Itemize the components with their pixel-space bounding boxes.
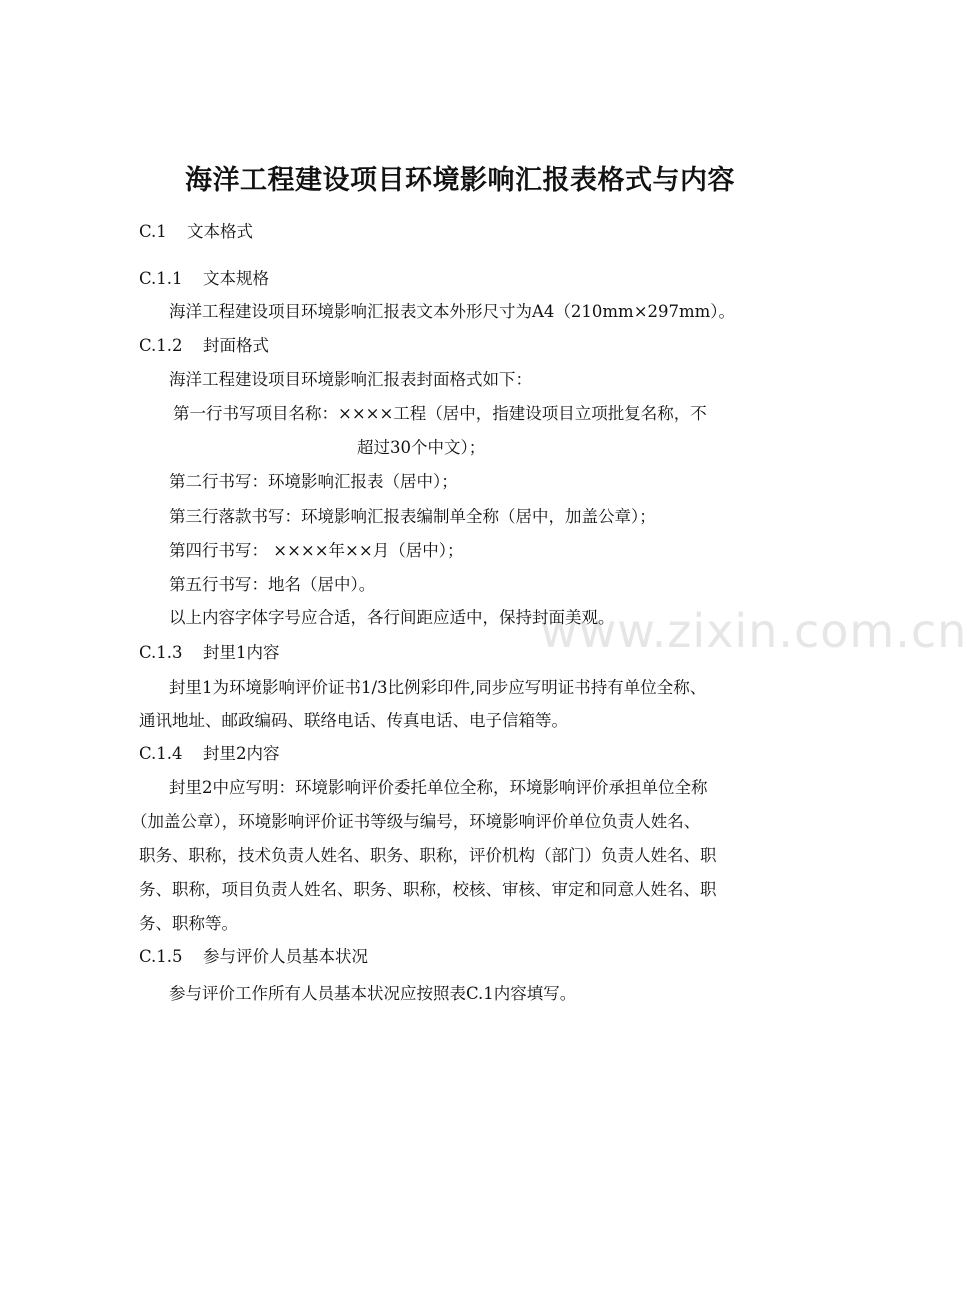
document-title: 海洋工程建设项目环境影响汇报表格式与内容 [185, 165, 735, 196]
section-number: C.1.2 [139, 336, 183, 355]
paragraph-inner-cover2-cont4: 务、职称等。 [139, 914, 238, 933]
paragraph-inner-cover2-cont3: 务、职称，项目负责人姓名、职务、职称，校核、审核、审定和同意人姓名、职 [139, 880, 717, 899]
section-label: 文本格式 [187, 222, 253, 241]
section-label: 封里2内容 [203, 744, 280, 763]
paragraph-inner-cover2-cont1: （加盖公章），环境影响评价证书等级与编号，环境影响评价单位负责人姓名、 [131, 812, 701, 831]
section-heading-c1-2 [139, 334, 269, 358]
section-label: 封面格式 [203, 336, 269, 355]
section-number: C.1 [139, 222, 167, 241]
section-number: C.1.5 [139, 947, 183, 966]
section-label: 文本规格 [203, 269, 269, 288]
paragraph-cover-intro: 海洋工程建设项目环境影响汇报表封面格式如下： [169, 370, 532, 389]
paragraph-inner-cover1: 封里1为环境影响评价证书1/3比例彩印件,同步应写明证书持有单位全称、 [169, 678, 707, 697]
paragraph-text-size: 海洋工程建设项目环境影响汇报表文本外形尺寸为A4（210mm×297mm）。 [169, 302, 736, 321]
section-label: 封里1内容 [203, 643, 280, 662]
section-heading-c1-3 [139, 641, 280, 665]
section-number: C.1.1 [139, 269, 183, 288]
section-heading-c1-1 [139, 267, 269, 291]
paragraph-cover-line3: 第三行落款书写：环境影响汇报表编制单全称（居中，加盖公章）； [169, 507, 656, 526]
watermark: www.zixin.com.cn [540, 604, 967, 658]
paragraph-personnel: 参与评价工作所有人员基本状况应按照表C.1内容填写。 [169, 984, 577, 1003]
paragraph-cover-line1-cont: 超过30个中文）； [357, 438, 486, 457]
paragraph-inner-cover1-cont: 通讯地址、邮政编码、联络电话、传真电话、电子信箱等。 [139, 711, 568, 730]
paragraph-layout-note: 以上内容字体字号应合适，各行间距应适中，保持封面美观。 [169, 608, 615, 627]
paragraph-cover-line5: 第五行书写：地名（居中）。 [169, 575, 376, 594]
paragraph-inner-cover2: 封里2中应写明：环境影响评价委托单位全称，环境影响评价承担单位全称 [169, 778, 708, 797]
section-label: 参与评价人员基本状况 [203, 947, 368, 966]
section-number: C.1.3 [139, 643, 183, 662]
paragraph-cover-line1: 第一行书写项目名称：××××工程（居中，指建设项目立项批复名称，不 [173, 404, 707, 423]
section-heading-c1-5 [139, 945, 368, 969]
paragraph-cover-line2: 第二行书写：环境影响汇报表（居中）； [169, 472, 458, 491]
paragraph-cover-line4: 第四行书写： ××××年××月（居中）； [169, 541, 464, 560]
paragraph-inner-cover2-cont2: 职务、职称，技术负责人姓名、职务、职称，评价机构（部门）负责人姓名、职 [139, 846, 717, 865]
section-number: C.1.4 [139, 744, 183, 763]
section-heading-c1 [139, 220, 253, 244]
section-heading-c1-4 [139, 742, 280, 766]
